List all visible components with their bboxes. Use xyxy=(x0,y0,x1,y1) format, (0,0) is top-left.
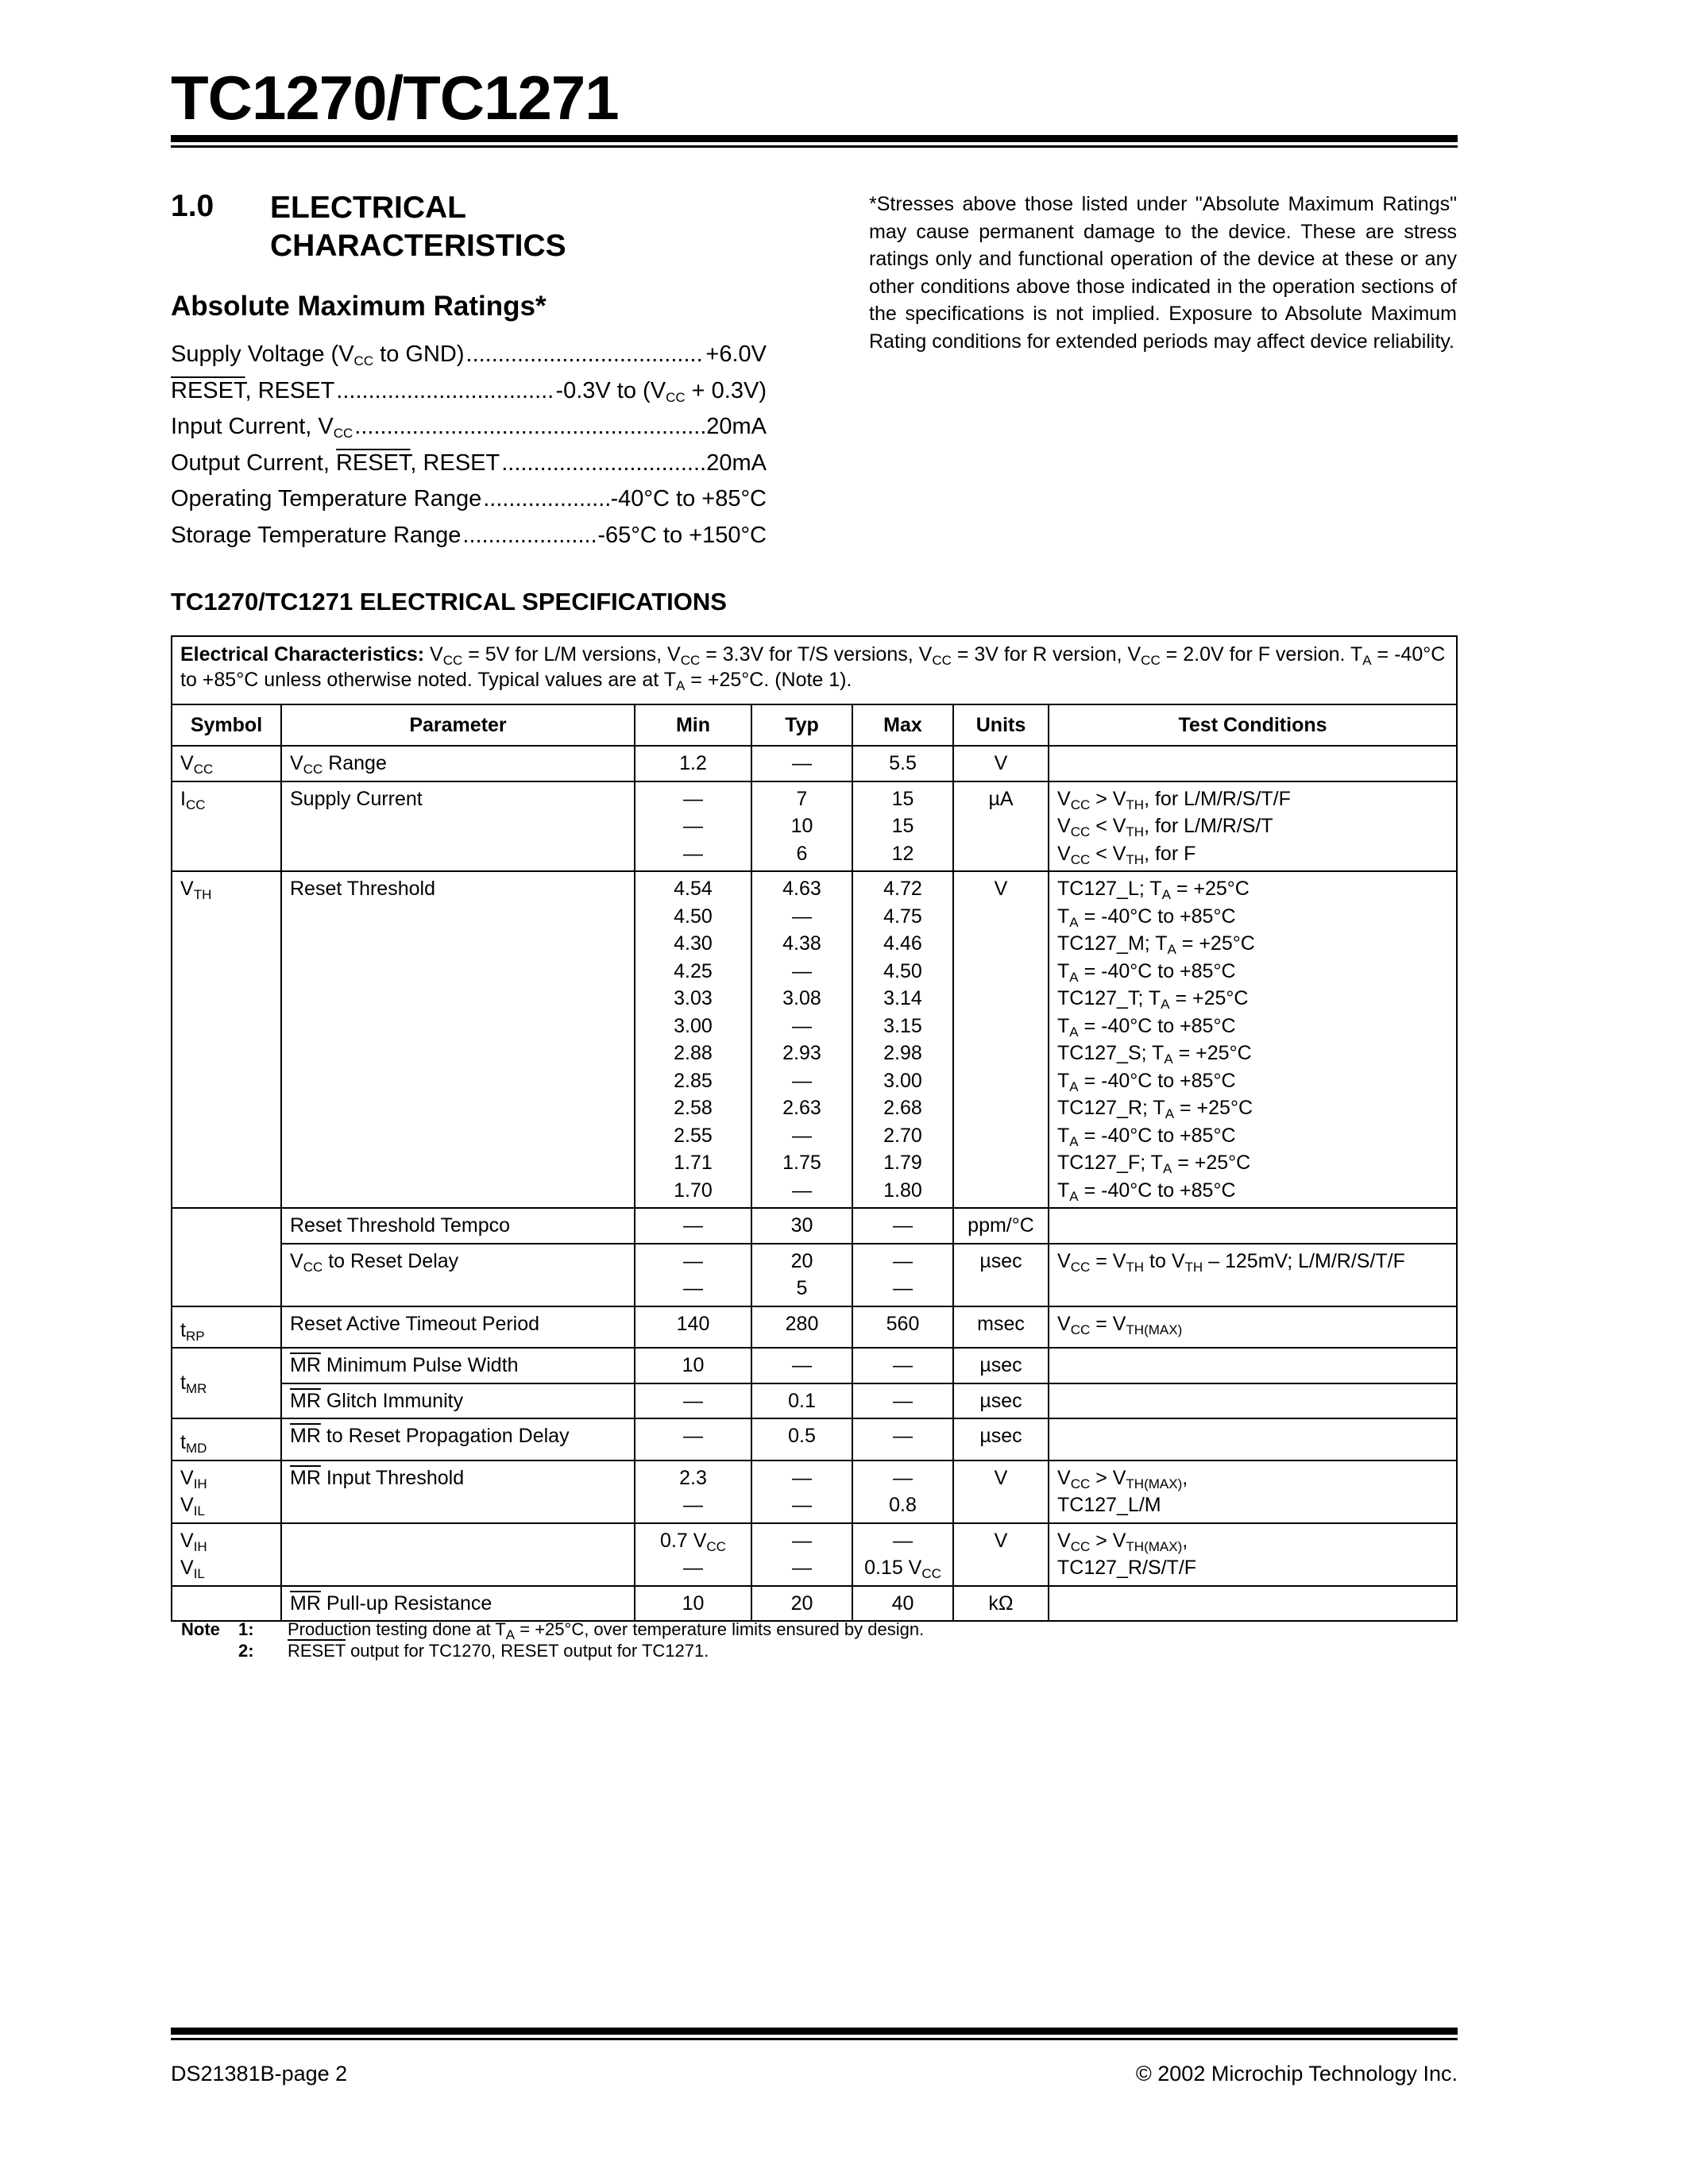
section-title: ELECTRICAL CHARACTERISTICS xyxy=(270,191,566,263)
document-title: TC1270/TC1271 xyxy=(171,63,619,133)
vth-max-value: 3.14 xyxy=(883,987,922,1009)
min-cell: 0.7 $V_{CC}$ — xyxy=(635,1523,751,1586)
conditions-cell xyxy=(1049,1208,1457,1244)
max-cell: — xyxy=(852,1383,953,1419)
max-cell: — 0.8 xyxy=(852,1461,953,1523)
vth-max-value: 1.80 xyxy=(883,1179,922,1202)
typ-cell: 0.1 xyxy=(751,1383,852,1419)
footer-page-id: DS21381B-page 2 xyxy=(171,2062,348,2086)
typ-cell: — — xyxy=(751,1461,852,1523)
typ-cell: 20 5 xyxy=(751,1244,852,1306)
vth-typ-value: — xyxy=(792,1014,812,1037)
stress-note: *Stresses above those listed under "Absolute Maximum Ratings" may cause permanent damage to the device. These are stress ratings only and functional operation of the device at these or any other conditions above those indicated in the operation sections of the specifications is not implied. Exposure to Absolute Maximum Rating conditions for extended periods may affect device reliability. xyxy=(869,193,1457,353)
symbol-cell: $t_{MR}$ xyxy=(172,1348,281,1418)
conditions-cell xyxy=(1049,1383,1457,1419)
typ-cell xyxy=(751,871,852,1208)
max-cell: — xyxy=(852,1208,953,1244)
min-cell xyxy=(635,871,751,1208)
amr-output-current: Output Current, RESET, RESET ..... 20mA xyxy=(171,450,767,487)
vth-typ-value: — xyxy=(792,1179,812,1202)
footer-copyright: © 2002 Microchip Technology Inc. xyxy=(1135,2062,1458,2086)
vth-typ-value: 3.08 xyxy=(782,987,821,1009)
max-cell: — 0.15 $V_{CC}$ xyxy=(852,1523,953,1586)
vth-condition: $T_A = -40^\circ C$ to +85°C xyxy=(1057,1014,1236,1040)
max-cell: 560 xyxy=(852,1306,953,1349)
symbol-cell: $t_{RP}$ xyxy=(172,1306,281,1349)
col-header-symbol: Symbol xyxy=(172,704,281,746)
vth-typ-value: — xyxy=(792,1069,812,1092)
parameter-cell: $\overline{MR}$ Input Threshold xyxy=(281,1461,635,1523)
symbol-cell: $V_{IH}$ $V_{IL}$ xyxy=(172,1523,281,1586)
table-row xyxy=(172,1244,1457,1306)
vth-condition: $T_A = -40^\circ C$ to +85°C xyxy=(1057,959,1236,985)
amr-title: Absolute Maximum Ratings* xyxy=(171,291,547,322)
vth-max-value: 1.79 xyxy=(883,1152,922,1174)
conditions-cell xyxy=(1049,1586,1457,1622)
spec-table xyxy=(171,635,1458,1622)
parameter-cell xyxy=(281,1523,635,1586)
vth-min-value: 3.03 xyxy=(674,987,713,1009)
vth-condition: TC127_M; $T_A = +25^\circ C$ xyxy=(1057,932,1255,957)
conditions-cell: $V_{CC} > V_{TH(MAX)}$, TC127_R/S/T/F xyxy=(1049,1523,1457,1586)
vth-max-value: 2.98 xyxy=(883,1042,922,1064)
col-header-parameter: Parameter xyxy=(281,704,635,746)
vth-typ-value: 4.63 xyxy=(782,878,821,900)
vth-min-value: 2.55 xyxy=(674,1124,713,1147)
vth-min-value: 2.58 xyxy=(674,1097,713,1119)
vth-typ-value: 2.93 xyxy=(782,1042,821,1064)
table-row xyxy=(172,1523,1457,1586)
symbol-cell: $V_{TH}$ xyxy=(172,871,281,1208)
units-cell: V xyxy=(953,1461,1049,1523)
vth-max-value: 2.68 xyxy=(883,1097,922,1119)
vth-max-value: 4.46 xyxy=(883,932,922,955)
units-cell: ppm/°C xyxy=(953,1208,1049,1244)
typ-cell: — xyxy=(751,1348,852,1383)
note-2: 2: RESET output for TC1270, RESET output for TC1271. xyxy=(238,1641,709,1661)
amr-storage-temp: Storage Temperature Range ..... -65°C to +150°C xyxy=(171,523,767,559)
parameter-cell: $V_{CC}$ to Reset Delay xyxy=(281,1244,635,1306)
vth-min-value: 4.54 xyxy=(674,878,713,900)
min-cell: 140 xyxy=(635,1306,751,1349)
table-row xyxy=(172,1306,1457,1349)
max-cell: 5.5 xyxy=(852,746,953,781)
vth-min-value: 2.85 xyxy=(674,1069,713,1092)
table-row xyxy=(172,1348,1457,1383)
min-cell: — xyxy=(635,1383,751,1419)
vth-typ-value: 4.38 xyxy=(782,932,821,955)
vth-max-value: 4.72 xyxy=(883,878,922,900)
max-cell: 15 15 12 xyxy=(852,781,953,872)
parameter-cell: Reset Threshold Tempco xyxy=(281,1208,635,1244)
vth-condition: TC127_R; $T_A = +25^\circ C$ xyxy=(1057,1097,1253,1121)
min-cell: 1.2 xyxy=(635,746,751,781)
conditions-cell xyxy=(1049,871,1457,1208)
parameter-cell: $\overline{MR}$ Glitch Immunity xyxy=(281,1383,635,1419)
col-header-typ: Typ xyxy=(751,704,852,746)
min-cell: 10 xyxy=(635,1586,751,1622)
units-cell: V xyxy=(953,746,1049,781)
vth-min-value: 4.30 xyxy=(674,932,713,955)
vth-typ-value: 2.63 xyxy=(782,1097,821,1119)
parameter-cell: $\overline{MR}$ to Reset Propagation Delay xyxy=(281,1418,635,1461)
typ-cell: — xyxy=(751,746,852,781)
parameter-cell: Reset Active Timeout Period xyxy=(281,1306,635,1349)
col-header-units: Units xyxy=(953,704,1049,746)
vth-typ-value: — xyxy=(792,1124,812,1147)
amr-input-current: Input Current, $V_{CC}$ ..... 20mA xyxy=(171,414,767,450)
units-cell: kΩ xyxy=(953,1586,1049,1622)
vth-min-value: 1.71 xyxy=(674,1152,713,1174)
amr-operating-temp: Operating Temperature Range ..... -40°C to +85°C xyxy=(171,486,767,523)
vth-max-value: 2.70 xyxy=(883,1124,922,1147)
vth-condition: TC127_S; $T_A = +25^\circ C$ xyxy=(1057,1042,1252,1067)
footer-rule-thick xyxy=(171,2028,1458,2035)
table-row xyxy=(172,1586,1457,1622)
vth-condition: $T_A = -40^\circ C$ to +85°C xyxy=(1057,1179,1236,1204)
min-cell: 2.3 — xyxy=(635,1461,751,1523)
table-row xyxy=(172,1208,1457,1244)
min-cell: — — xyxy=(635,1244,751,1306)
max-cell: 40 xyxy=(852,1586,953,1622)
amr-supply-voltage: Supply Voltage ($V_{CC}$ to GND) ..... +6.0V xyxy=(171,341,767,378)
col-header-test-conditions: Test Conditions xyxy=(1049,704,1457,746)
vth-condition: $T_A = -40^\circ C$ to +85°C xyxy=(1057,1069,1236,1094)
typ-cell: — — xyxy=(751,1523,852,1586)
units-cell: µsec xyxy=(953,1244,1049,1306)
spec-conditions-row xyxy=(172,636,1457,704)
header-rule-thick xyxy=(171,135,1458,142)
vth-typ-value: 1.75 xyxy=(782,1152,821,1174)
typ-cell: 20 xyxy=(751,1586,852,1622)
min-cell: — xyxy=(635,1418,751,1461)
footer-rule-thin xyxy=(171,2038,1458,2040)
col-header-min: Min xyxy=(635,704,751,746)
vth-condition: TC127_T; $T_A = +25^\circ C$ xyxy=(1057,987,1249,1012)
units-cell: µsec xyxy=(953,1348,1049,1383)
conditions-cell: $V_{CC} = V_{TH(MAX)}$ xyxy=(1049,1306,1457,1349)
symbol-cell xyxy=(172,1586,281,1622)
table-row xyxy=(172,1383,1457,1419)
vth-min-value: 3.00 xyxy=(674,1014,713,1037)
max-cell xyxy=(852,871,953,1208)
conditions-cell xyxy=(1049,746,1457,781)
note-1: Note 1: Production testing done at $T_A = +25^\circ C$, over temperature limits ensured by design. xyxy=(181,1619,925,1642)
symbol-cell: $V_{CC}$ xyxy=(172,746,281,781)
max-cell: — — xyxy=(852,1244,953,1306)
min-cell: — xyxy=(635,1208,751,1244)
units-cell: msec xyxy=(953,1306,1049,1349)
vth-typ-value: — xyxy=(792,905,812,928)
vth-min-value: 1.70 xyxy=(674,1179,713,1202)
symbol-cell: $I_{CC}$ xyxy=(172,781,281,872)
symbol-cell: $t_{MD}$ xyxy=(172,1418,281,1461)
table-row xyxy=(172,871,1457,1208)
vth-max-value: 4.75 xyxy=(883,905,922,928)
conditions-cell: $V_{CC} = V_{TH}$ to $V_{TH} - 125mV$; L/M/R/S/T/F xyxy=(1049,1244,1457,1306)
vth-min-value: 4.50 xyxy=(674,905,713,928)
vth-typ-value: — xyxy=(792,959,812,982)
vth-max-value: 4.50 xyxy=(883,959,922,982)
vth-min-value: 2.88 xyxy=(674,1042,713,1064)
max-cell: — xyxy=(852,1418,953,1461)
conditions-cell xyxy=(1049,1348,1457,1383)
spec-conditions: Electrical Characteristics: $V_{CC} = 5V$ for L/M versions, $V_{CC} = 3.3V$ for T/S versions, $V_{CC} = 3V$ for R version, $V_{CC} = 2.0V$ for F version. $T_A = -40^\circ C$ to +85°C unless otherwise noted. Typical values are at $T_A = +25^\circ C$. (Note 1). xyxy=(172,636,1457,704)
vth-condition: $T_A = -40^\circ C$ to +85°C xyxy=(1057,1124,1236,1149)
units-cell: V xyxy=(953,871,1049,1208)
typ-cell: 30 xyxy=(751,1208,852,1244)
vth-condition: TC127_L; $T_A = +25^\circ C$ xyxy=(1057,878,1250,902)
parameter-cell: $\overline{MR}$ Pull-up Resistance xyxy=(281,1586,635,1622)
section-number: 1.0 xyxy=(171,189,214,223)
table-row xyxy=(172,1418,1457,1461)
vth-min-value: 4.25 xyxy=(674,959,713,982)
table-notes xyxy=(181,1619,924,1661)
units-cell: µsec xyxy=(953,1418,1049,1461)
header-rule-thin xyxy=(171,145,1458,148)
vth-max-value: 3.15 xyxy=(883,1014,922,1037)
parameter-cell: Supply Current xyxy=(281,781,635,872)
parameter-cell: Reset Threshold xyxy=(281,871,635,1208)
symbol-cell xyxy=(172,1208,281,1306)
table-header-row xyxy=(172,704,1457,746)
amr-reset: RESET, RESET ..... -0.3V to $(V_{CC} + 0.3V)$ xyxy=(171,378,767,415)
vth-max-value: 3.00 xyxy=(883,1069,922,1092)
units-cell: V xyxy=(953,1523,1049,1586)
vth-condition: TC127_F; $T_A = +25^\circ C$ xyxy=(1057,1152,1251,1176)
parameter-cell: $V_{CC}$ Range xyxy=(281,746,635,781)
conditions-cell: $V_{CC} > V_{TH(MAX)}$, TC127_L/M xyxy=(1049,1461,1457,1523)
min-cell: 10 xyxy=(635,1348,751,1383)
symbol-cell: $V_{IH}$ $V_{IL}$ xyxy=(172,1461,281,1523)
typ-cell: 0.5 xyxy=(751,1418,852,1461)
max-cell: — xyxy=(852,1348,953,1383)
table-row xyxy=(172,746,1457,781)
table-row xyxy=(172,781,1457,872)
col-header-max: Max xyxy=(852,704,953,746)
amr-list xyxy=(171,341,767,558)
typ-cell: 7 10 6 xyxy=(751,781,852,872)
conditions-cell: $V_{CC} > V_{TH}$, for L/M/R/S/T/F $V_{CC} < V_{TH}$, for L/M/R/S/T $V_{CC} < V_{TH}$, for F xyxy=(1049,781,1457,872)
units-cell: µA xyxy=(953,781,1049,872)
vth-condition: $T_A = -40^\circ C$ to +85°C xyxy=(1057,905,1236,930)
parameter-cell: $\overline{MR}$ Minimum Pulse Width xyxy=(281,1348,635,1383)
table-row xyxy=(172,1461,1457,1523)
units-cell: µsec xyxy=(953,1383,1049,1419)
conditions-cell xyxy=(1049,1418,1457,1461)
spec-title: TC1270/TC1271 ELECTRICAL SPECIFICATIONS xyxy=(171,588,727,615)
typ-cell: 280 xyxy=(751,1306,852,1349)
min-cell: — — — xyxy=(635,781,751,872)
